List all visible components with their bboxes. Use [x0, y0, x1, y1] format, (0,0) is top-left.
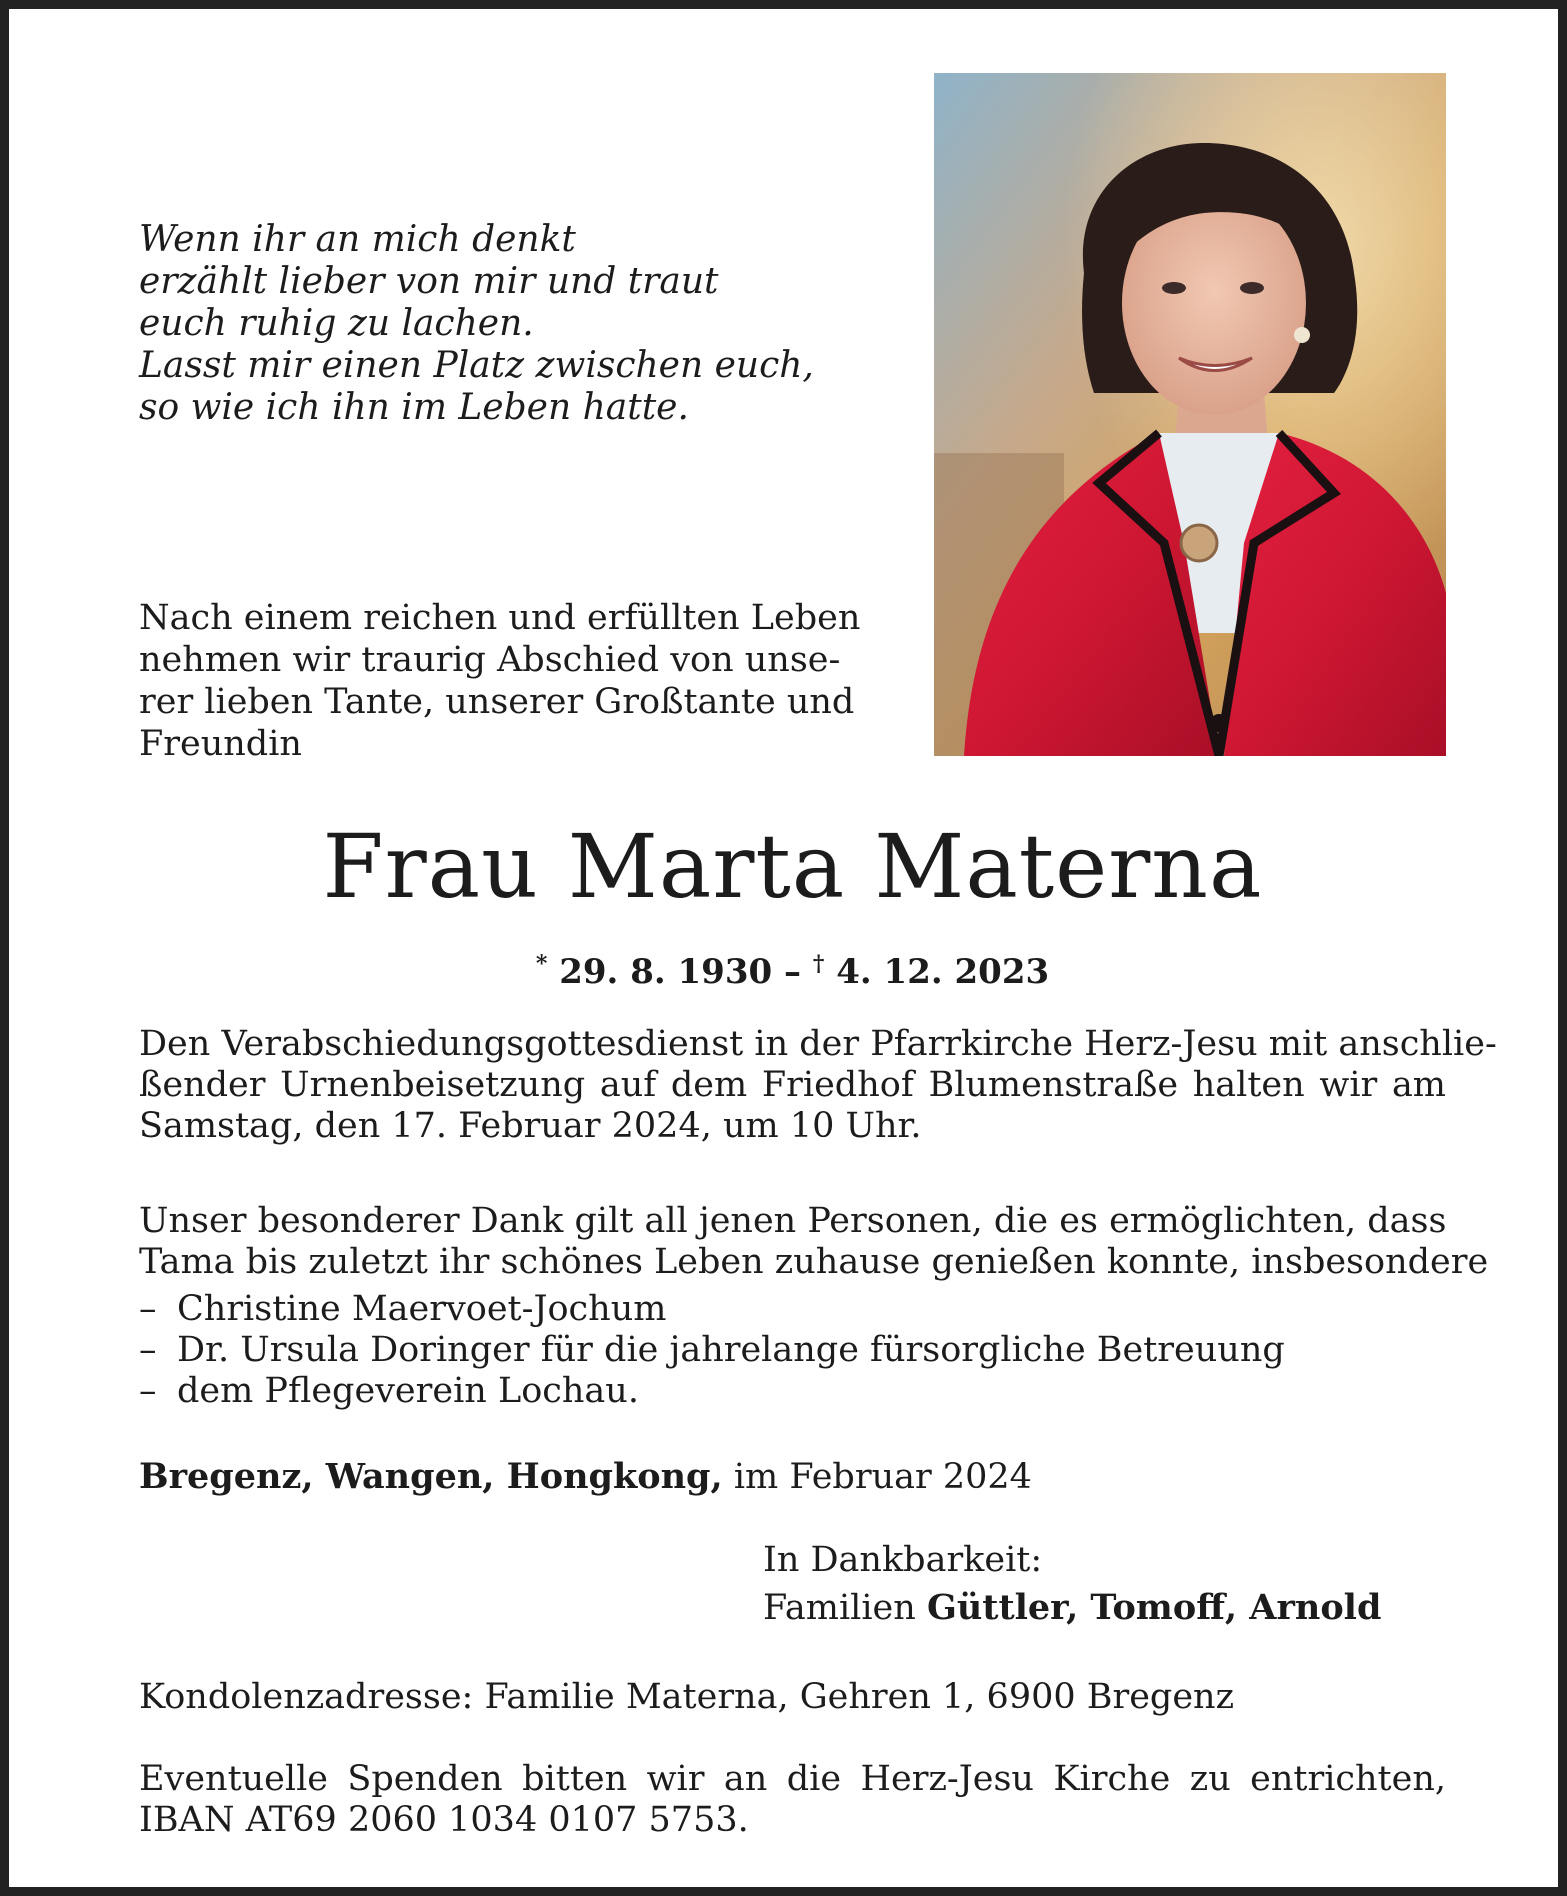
list-dash: –: [139, 1330, 157, 1370]
donation-paragraph: [139, 1759, 1446, 1841]
list-item: [139, 1330, 1446, 1371]
service-line: Samstag, den 17. Februar 2024, um 10 Uhr.: [139, 1106, 922, 1146]
list-item-text: dem Pflegeverein Lochau.: [177, 1371, 639, 1411]
life-dates: [9, 942, 1567, 994]
families-prefix: Familien: [763, 1588, 927, 1628]
signoff-families-line: [763, 1584, 1381, 1632]
donation-line: IBAN AT69 2060 1034 0107 5753.: [139, 1800, 749, 1840]
service-line: ßender Urnenbeisetzung auf dem Friedhof Blumenstraße halten wir am: [139, 1065, 1446, 1105]
poem: [139, 219, 814, 429]
signoff-line: In Dankbarkeit:: [763, 1540, 1043, 1580]
place-date-line: [139, 1456, 1032, 1498]
poem-line: Wenn ihr an mich denkt: [139, 219, 576, 260]
deceased-name: Frau Marta Materna: [322, 815, 1263, 918]
death-date: 4. 12. 2023: [836, 952, 1050, 992]
intro-line: nehmen wir traurig Abschied von unse-: [139, 640, 841, 680]
family-names: Güttler, Tomoff, Arnold: [926, 1587, 1382, 1628]
place-date: im Februar 2024: [722, 1457, 1032, 1497]
intro-line: Freundin: [139, 724, 302, 764]
thanks-line: Tama bis zuletzt ihr schönes Leben zuhause genießen konnte, insbesondere: [139, 1242, 1489, 1282]
list-dash: –: [139, 1289, 157, 1329]
intro-line: rer lieben Tante, unserer Großtante und: [139, 682, 855, 722]
service-paragraph: [139, 1024, 1497, 1147]
birth-symbol: *: [535, 951, 548, 977]
intro-line: Nach einem reichen und erfüllten Leben: [139, 598, 861, 638]
intro-text: [139, 597, 861, 765]
thanks-paragraph: [139, 1201, 1489, 1283]
list-item: [139, 1289, 1446, 1330]
list-dash: –: [139, 1371, 157, 1411]
poem-line: erzählt lieber von mir und traut: [139, 261, 719, 302]
list-item: [139, 1371, 1446, 1412]
condolence-address: Kondolenzadresse: Familie Materna, Gehren 1, 6900 Bregenz: [139, 1677, 1235, 1717]
donation-line: Eventuelle Spenden bitten wir an die Herz-Jesu Kirche zu entrichten,: [139, 1759, 1446, 1799]
signoff: [763, 1537, 1381, 1632]
list-item-text: Christine Maervoet-Jochum: [177, 1289, 667, 1329]
poem-line: Lasst mir einen Platz zwischen euch,: [139, 345, 814, 386]
date-separator: –: [784, 952, 801, 992]
death-symbol: †: [812, 951, 825, 977]
poem-line: so wie ich ihn im Leben hatte.: [139, 387, 689, 428]
places: Bregenz, Wangen, Hongkong,: [139, 1456, 723, 1497]
birth-date: 29. 8. 1930: [559, 952, 773, 992]
poem-line: euch ruhig zu lachen.: [139, 303, 534, 344]
thanks-line: Unser besonderer Dank gilt all jenen Personen, die es ermöglichten, dass: [139, 1201, 1447, 1241]
service-line: Den Verabschiedungsgottesdienst in der Pfarrkirche Herz-Jesu mit anschlie-: [139, 1024, 1497, 1064]
list-item-text: Dr. Ursula Doringer für die jahrelange fürsorgliche Betreuung: [177, 1330, 1285, 1370]
thanks-list: [139, 1289, 1446, 1412]
portrait-photo: [934, 73, 1446, 756]
